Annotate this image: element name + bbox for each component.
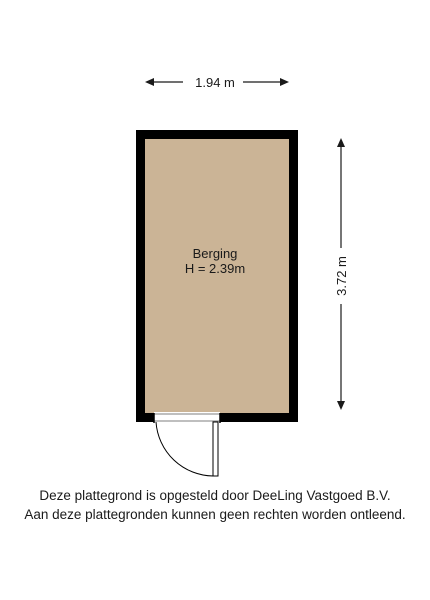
length-arrow-bottom <box>337 401 345 410</box>
room-name: Berging <box>192 246 238 261</box>
width-arrow-left <box>145 78 154 86</box>
width-dimension <box>145 75 289 90</box>
length-arrow-top <box>337 138 345 147</box>
width-dimension-label: 1.94 m <box>195 75 235 90</box>
room-floor <box>145 139 289 413</box>
length-dimension <box>334 138 349 410</box>
room-height: H = 2.39m <box>184 261 246 276</box>
width-arrow-right <box>280 78 289 86</box>
door-leaf <box>213 422 218 476</box>
length-dimension-label: 3.72 m <box>334 256 349 296</box>
footer-disclaimer-line-1: Deze plattegrond is opgesteld door DeeLing Vastgoed B.V. <box>39 488 391 503</box>
footer-disclaimer-line-2: Aan deze plattegronden kunnen geen rechten worden ontleend. <box>24 507 406 522</box>
door-swing-arc <box>156 422 213 476</box>
door <box>154 412 220 476</box>
